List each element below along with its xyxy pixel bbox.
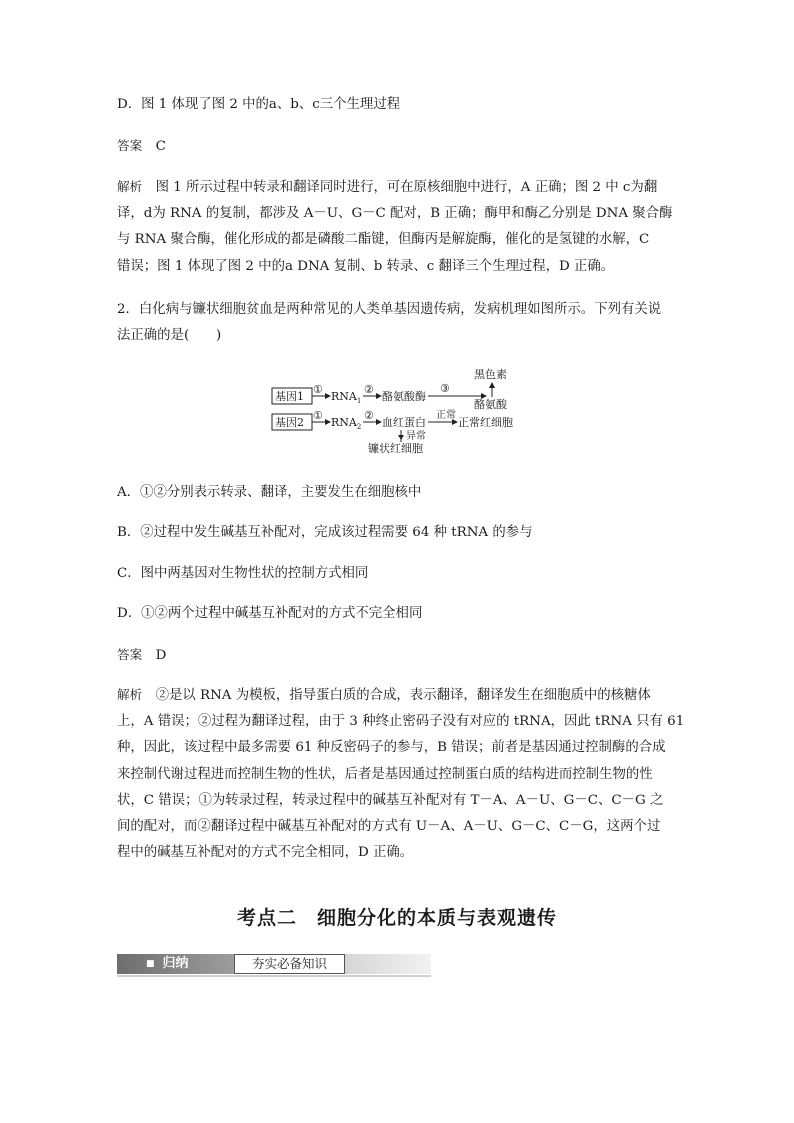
gene-pathway-diagram [260, 362, 540, 442]
analysis-label: 解析 [117, 179, 143, 194]
melanin-label: 黑色素 [474, 368, 507, 381]
q2-option-d: D．①②两个过程中碱基互补配对的方式不完全相同 [117, 606, 423, 621]
q2-option-b: B．②过程中发生碱基互补配对，完成该过程需要 64 种 tRNA 的参与 [117, 525, 533, 540]
analysis-line: 状，C 错误；①为转录过程，转录过程中的碱基互补配对有 T－A、A－U、G－C、C－G 之 [117, 792, 664, 808]
analysis-line: 解析 图 1 所示过程中转录和翻译同时进行，可在原核细胞中进行，A 正确；图 2 中 c为翻 [117, 179, 658, 195]
abnormal-label: 异常 [406, 431, 426, 442]
q2-stem [117, 297, 679, 349]
tyrosine-label: 酪氨酸 [474, 398, 507, 411]
gene2-label: 基因2 [275, 416, 304, 429]
step2-label: ② [364, 383, 374, 396]
step2-label: ② [364, 409, 374, 422]
analysis-line: 间的配对，而②翻译过程中碱基互补配对的方式有 U－A、A－U、G－C、C－G，这两个过 [117, 819, 661, 835]
q2-answer [117, 645, 677, 666]
square-bullet-icon: ■ [146, 959, 155, 969]
step3-label: ③ [440, 382, 450, 395]
stem-line: 2．白化病与镰状细胞贫血是两种常见的人类单基因遗传病，发病机理如图所示。下列有关说 [117, 302, 662, 317]
analysis-line: 来控制代谢过程进而控制生物的性状，后者是基因通过控制蛋白质的结构进而控制生物的性 [117, 766, 653, 782]
answer-value: D [155, 648, 167, 663]
step1-label: ① [313, 383, 323, 396]
summary-label: 归纳 [162, 956, 189, 971]
summary-tag [146, 956, 189, 972]
summary-underline [117, 975, 431, 977]
analysis-line: 解析 ②是以 RNA 为模板，指导蛋白质的合成，表示翻译，翻译发生在细胞质中的核糖体 [117, 687, 651, 703]
rna2-label: $RNA_2$ [331, 416, 362, 431]
analysis-line: 错误；图 1 体现了图 2 中的a DNA 复制、b 转录、c 翻译三个生理过程，D 正确。 [117, 258, 615, 274]
q1-answer [117, 136, 677, 157]
analysis-line: 上，A 错误；②过程为翻译过程，由于 3 种终止密码子没有对应的 tRNA，因此 tRNA 只有 61 [117, 714, 685, 730]
normal-label: 正常 [436, 410, 456, 421]
q1-option-d: D．图 1 体现了图 2 中的a、b、c三个生理过程 [117, 97, 401, 112]
hemoglobin-label: 血红蛋白 [382, 416, 426, 429]
analysis-line: 译，d为 RNA 的复制，都涉及 A－U、G－C 配对，B 正确；酶甲和酶乙分别是 DNA 聚合酶 [117, 206, 673, 222]
q2-option-c: C．图中两基因对生物性状的控制方式相同 [117, 566, 369, 581]
q2-option-a: A．①②分别表示转录、翻译，主要发生在细胞核中 [117, 485, 422, 500]
analysis-line: 与 RNA 聚合酶，催化形成的都是磷酸二酯键，但酶丙是解旋酶，催化的是氢键的水解，C [117, 232, 650, 248]
answer-value: C [155, 139, 166, 154]
answer-label: 答案 [117, 647, 143, 662]
analysis-line: 程中的碱基互补配对的方式不完全相同，D 正确。 [117, 845, 414, 861]
analysis-label: 解析 [117, 687, 143, 702]
summary-box: 夯实必备知识 [234, 954, 345, 974]
arrow-head-down [398, 435, 404, 440]
stem-line: 法正确的是( ) [117, 328, 222, 344]
q1-analysis [117, 174, 679, 280]
section-title: 考点二 细胞分化的本质与表观遗传 [236, 907, 557, 929]
sickle-rbc-label: 镰状红细胞 [368, 442, 423, 455]
gene1-label: 基因1 [275, 390, 304, 403]
normal-rbc-label: 正常红细胞 [458, 416, 513, 429]
analysis-line: 种，因此，该过程中最多需要 61 种反密码子的参与，B 错误；前者是基因通过控制酶的合成 [117, 740, 666, 756]
answer-label: 答案 [117, 138, 143, 153]
enzyme-label: 酪氨酸酶 [382, 390, 426, 403]
step1-label: ① [313, 409, 323, 422]
rna1-label: $RNA_1$ [331, 390, 362, 405]
q2-analysis [117, 682, 685, 866]
